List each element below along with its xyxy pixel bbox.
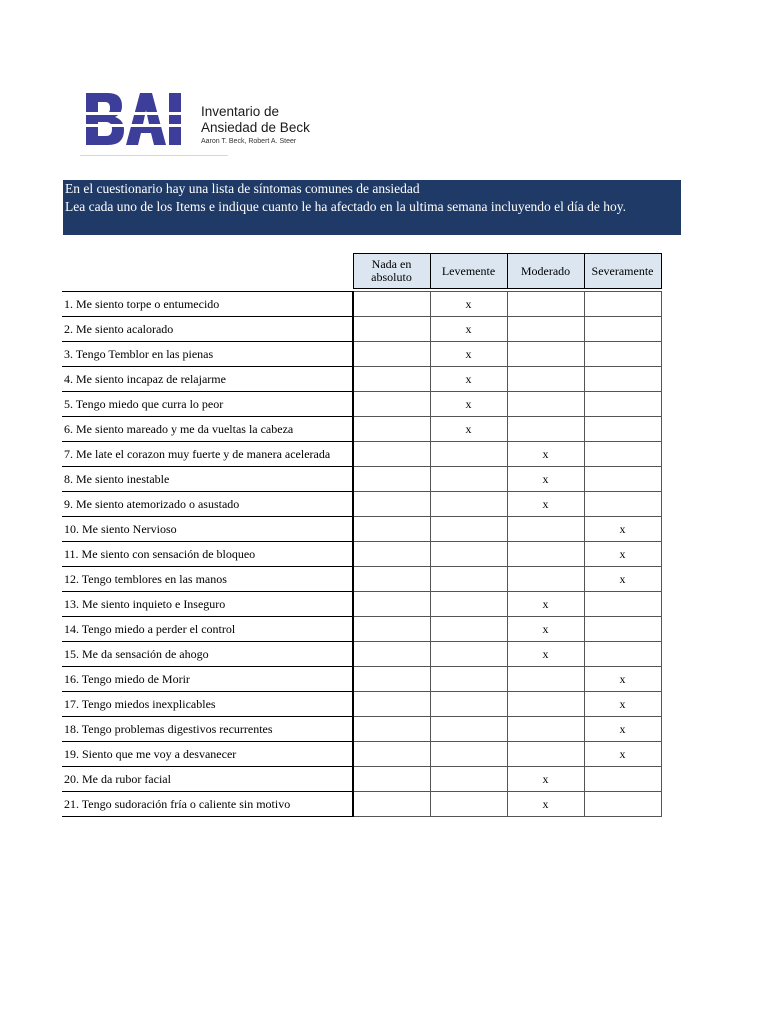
answer-cell[interactable] <box>584 542 661 567</box>
answer-cell[interactable] <box>507 442 584 467</box>
item-label: 7. Me late el corazon muy fuerte y de manera acelerada <box>62 442 353 467</box>
answer-cell[interactable] <box>430 442 507 467</box>
logo-title-line1: Inventario de <box>201 104 280 119</box>
table-row <box>62 442 661 467</box>
logo-divider <box>80 155 228 156</box>
answer-cell[interactable] <box>507 417 584 442</box>
table-row <box>62 717 661 742</box>
answer-cell[interactable] <box>584 592 661 617</box>
answer-cell[interactable] <box>584 517 661 542</box>
table-row <box>62 767 661 792</box>
answer-cell[interactable] <box>353 692 430 717</box>
answer-cell[interactable] <box>353 542 430 567</box>
answer-cell[interactable] <box>353 767 430 792</box>
answer-cell[interactable] <box>507 717 584 742</box>
answer-mark: x <box>542 771 549 786</box>
answer-cell[interactable] <box>430 342 507 367</box>
answer-cell[interactable] <box>507 367 584 392</box>
column-header: Nada en absoluto <box>353 254 430 289</box>
answer-cell[interactable] <box>353 642 430 667</box>
item-label: 15. Me da sensación de ahogo <box>62 642 353 667</box>
answer-mark: x <box>542 446 549 461</box>
answer-cell[interactable] <box>507 667 584 692</box>
item-label: 1. Me siento torpe o entumecido <box>62 292 353 317</box>
answer-cell[interactable] <box>584 442 661 467</box>
instructions-banner <box>63 180 681 235</box>
answer-cell[interactable] <box>507 792 584 817</box>
item-label: 2. Me siento acalorado <box>62 317 353 342</box>
answer-cell[interactable] <box>430 317 507 342</box>
answer-cell[interactable] <box>430 367 507 392</box>
table-row <box>62 292 661 317</box>
answer-mark: x <box>619 746 626 761</box>
logo-authors: Aaron T. Beck, Robert A. Steer <box>201 138 297 145</box>
answer-cell[interactable] <box>430 717 507 742</box>
item-label: 6. Me siento mareado y me da vueltas la cabeza <box>62 417 353 442</box>
table-row <box>62 617 661 642</box>
answer-mark: x <box>542 496 549 511</box>
item-label: 14. Tengo miedo a perder el control <box>62 617 353 642</box>
table-row <box>62 567 661 592</box>
answer-cell[interactable] <box>430 517 507 542</box>
item-label: 19. Siento que me voy a desvanecer <box>62 742 353 767</box>
answer-mark: x <box>465 396 472 411</box>
answer-cell[interactable] <box>353 667 430 692</box>
answer-cell[interactable] <box>584 717 661 742</box>
answer-cell[interactable] <box>584 667 661 692</box>
answer-cell[interactable] <box>430 667 507 692</box>
item-label: 8. Me siento inestable <box>62 467 353 492</box>
answer-cell[interactable] <box>584 692 661 717</box>
answer-cell[interactable] <box>507 567 584 592</box>
answer-mark: x <box>619 696 626 711</box>
table-row <box>62 367 661 392</box>
answer-cell[interactable] <box>584 767 661 792</box>
column-header: Moderado <box>507 254 584 289</box>
table-row <box>62 542 661 567</box>
instructions-line-2: Lea cada uno de los Items e indique cuanto le ha afectado en la ultima semana incluyendo el día de hoy. <box>65 199 627 214</box>
answer-cell[interactable] <box>584 342 661 367</box>
answer-cell[interactable] <box>353 742 430 767</box>
answer-cell[interactable] <box>353 292 430 317</box>
instructions-line-1: En el cuestionario hay una lista de síntomas comunes de ansiedad <box>65 181 420 196</box>
answer-cell[interactable] <box>430 617 507 642</box>
table-row <box>62 667 661 692</box>
answer-mark: x <box>542 621 549 636</box>
answer-cell[interactable] <box>507 492 584 517</box>
table-header-row <box>62 254 661 289</box>
answer-cell[interactable] <box>584 567 661 592</box>
answer-cell[interactable] <box>353 342 430 367</box>
questionnaire-rows <box>62 292 661 817</box>
answer-cell[interactable] <box>507 642 584 667</box>
answer-mark: x <box>619 671 626 686</box>
answer-mark: x <box>619 721 626 736</box>
item-label: 11. Me siento con sensación de bloqueo <box>62 542 353 567</box>
answer-cell[interactable] <box>507 592 584 617</box>
answer-cell[interactable] <box>507 342 584 367</box>
answer-mark: x <box>619 521 626 536</box>
table-row <box>62 517 661 542</box>
answer-cell[interactable] <box>430 417 507 442</box>
answer-cell[interactable] <box>430 742 507 767</box>
answer-cell[interactable] <box>430 542 507 567</box>
answer-cell[interactable] <box>430 592 507 617</box>
bai-logo-mark <box>84 90 184 152</box>
answer-mark: x <box>465 371 472 386</box>
answer-cell[interactable] <box>507 292 584 317</box>
answer-cell[interactable] <box>584 742 661 767</box>
answer-cell[interactable] <box>507 517 584 542</box>
answer-mark: x <box>542 471 549 486</box>
logo-title <box>201 104 311 136</box>
answer-cell[interactable] <box>430 567 507 592</box>
answer-cell[interactable] <box>430 467 507 492</box>
answer-mark: x <box>465 296 472 311</box>
answer-cell[interactable] <box>430 292 507 317</box>
table-row <box>62 467 661 492</box>
table-row <box>62 692 661 717</box>
table-row <box>62 317 661 342</box>
answer-cell[interactable] <box>507 767 584 792</box>
table-row <box>62 417 661 442</box>
answer-cell[interactable] <box>353 567 430 592</box>
table-row <box>62 792 661 817</box>
table-row <box>62 392 661 417</box>
answer-cell[interactable] <box>507 742 584 767</box>
answer-cell[interactable] <box>584 617 661 642</box>
item-label: 10. Me siento Nervioso <box>62 517 353 542</box>
answer-mark: x <box>542 646 549 661</box>
bai-logo <box>80 82 310 162</box>
answer-mark: x <box>465 346 472 361</box>
answer-cell[interactable] <box>430 392 507 417</box>
answer-cell[interactable] <box>584 367 661 392</box>
item-label: 16. Tengo miedo de Morir <box>62 667 353 692</box>
answer-cell[interactable] <box>353 367 430 392</box>
answer-cell[interactable] <box>507 692 584 717</box>
table-row <box>62 342 661 367</box>
answer-cell[interactable] <box>584 492 661 517</box>
answer-cell[interactable] <box>353 592 430 617</box>
answer-mark: x <box>465 321 472 336</box>
answer-cell[interactable] <box>353 717 430 742</box>
answer-cell[interactable] <box>353 467 430 492</box>
answer-cell[interactable] <box>430 767 507 792</box>
answer-mark: x <box>619 571 626 586</box>
answer-cell[interactable] <box>430 642 507 667</box>
item-label: 3. Tengo Temblor en las pienas <box>62 342 353 367</box>
column-header: Levemente <box>430 254 507 289</box>
header-blank-cell <box>62 254 353 289</box>
table-row <box>62 742 661 767</box>
answer-cell[interactable] <box>507 392 584 417</box>
answer-cell[interactable] <box>507 542 584 567</box>
item-label: 18. Tengo problemas digestivos recurrentes <box>62 717 353 742</box>
item-label: 17. Tengo miedos inexplicables <box>62 692 353 717</box>
item-label: 21. Tengo sudoración fría o caliente sin motivo <box>62 792 353 817</box>
answer-cell[interactable] <box>430 692 507 717</box>
answer-cell[interactable] <box>353 442 430 467</box>
answer-cell[interactable] <box>507 617 584 642</box>
item-label: 13. Me siento inquieto e Inseguro <box>62 592 353 617</box>
answer-cell[interactable] <box>584 467 661 492</box>
answer-cell[interactable] <box>430 792 507 817</box>
answer-cell[interactable] <box>353 792 430 817</box>
answer-cell[interactable] <box>507 317 584 342</box>
table-row <box>62 492 661 517</box>
answer-cell[interactable] <box>584 317 661 342</box>
answer-cell[interactable] <box>353 317 430 342</box>
answer-mark: x <box>542 596 549 611</box>
answer-cell[interactable] <box>353 417 430 442</box>
table-row <box>62 642 661 667</box>
answer-cell[interactable] <box>507 467 584 492</box>
answer-mark: x <box>619 546 626 561</box>
table-row <box>62 592 661 617</box>
answer-mark: x <box>465 421 472 436</box>
answer-cell[interactable] <box>353 492 430 517</box>
answer-cell[interactable] <box>353 517 430 542</box>
answer-cell[interactable] <box>584 417 661 442</box>
answer-cell[interactable] <box>584 642 661 667</box>
logo-title-line2: Ansiedad de Beck <box>201 120 310 135</box>
answer-cell[interactable] <box>584 792 661 817</box>
answer-mark: x <box>542 796 549 811</box>
item-label: 4. Me siento incapaz de relajarme <box>62 367 353 392</box>
answer-cell[interactable] <box>353 617 430 642</box>
item-label: 5. Tengo miedo que curra lo peor <box>62 392 353 417</box>
item-label: 9. Me siento atemorizado o asustado <box>62 492 353 517</box>
questionnaire-table <box>62 253 662 817</box>
item-label: 12. Tengo temblores en las manos <box>62 567 353 592</box>
answer-cell[interactable] <box>584 392 661 417</box>
column-header: Severamente <box>584 254 661 289</box>
answer-cell[interactable] <box>353 392 430 417</box>
answer-cell[interactable] <box>584 292 661 317</box>
answer-cell[interactable] <box>430 492 507 517</box>
item-label: 20. Me da rubor facial <box>62 767 353 792</box>
